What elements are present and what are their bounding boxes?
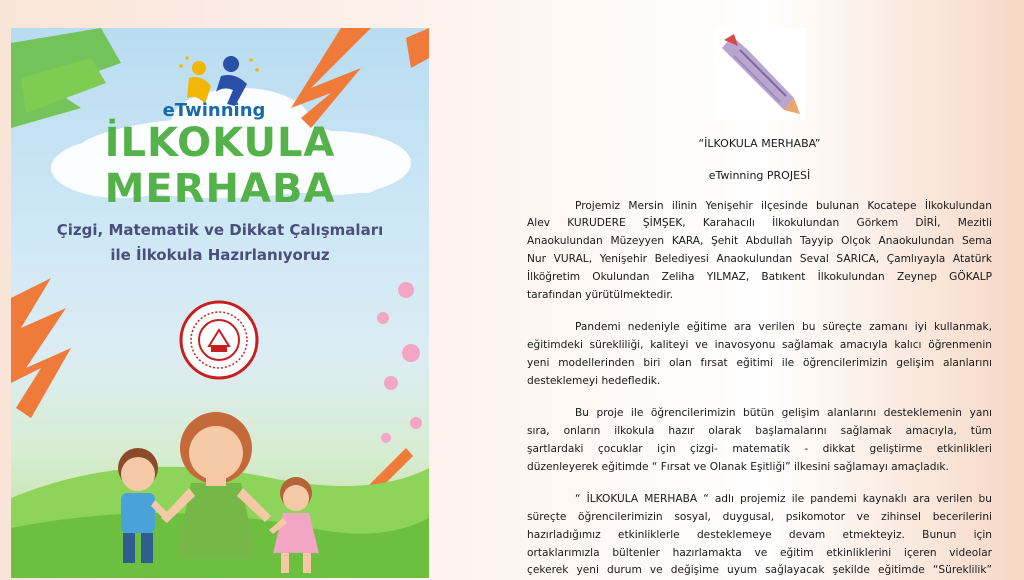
text-line: tarafından yürütülmektedir.: [527, 289, 674, 301]
ministry-seal-icon: [179, 300, 259, 380]
text-line: Bu proje ile öğrencilerimizin bütün gelişim alanlarını desteklemenin yanı: [575, 407, 992, 419]
document-heading: “İLKOKULA MERHABA”: [698, 137, 821, 150]
text-line: desteklemeyi hedefledik.: [527, 375, 661, 387]
text-line: Pandemi nedeniyle eğitime ara verilen bu süreçte zamanı iyi kullanmak,: [575, 321, 992, 333]
poster-title: İLKOKULA MERHABA: [104, 120, 336, 212]
text-line: Nur VURAL, Yenişehir Belediyesi Anaokulundan Seval SARICA, Çamlıyayla Atatürk: [527, 253, 992, 265]
poster-subtitle: [11, 218, 429, 268]
poster-subtitle-line: ile İlkokula Hazırlanıyoruz: [110, 246, 330, 264]
text-line: çekerek yeni durum ve değişime uyum sağlayacak şekilde eğitimde “Süreklilik”: [527, 564, 992, 576]
text-line: düzenleyerek eğitimde “ Fırsat ve Olanak Eşitliği” ilkesini sağlamayı amaçladık.: [527, 461, 949, 473]
text-line: yeni modellerinden biri olan fırsat eğitimi ile öğrencilerimizin gelişim alanlarını: [527, 357, 992, 369]
etwinning-wordmark: eTwinning: [162, 100, 266, 121]
text-line: şartlardaki çocuklar için çizgi- matematik - dikkat geliştirme etkinlikleri: [527, 443, 992, 455]
project-poster: [11, 28, 429, 578]
text-line: eğitimdeki sürekliliği, kaliteyi ve inavosyonu sağlamak amacıyla kalıcı öğrenmenin: [527, 339, 992, 351]
text-line: Anaokulundan Müzeyyen KARA, Şehit Abdullah Tayyip Olçok Anaokulundan Sema: [527, 235, 992, 247]
pencil-collage-icon: [714, 28, 806, 120]
document-subheading: eTwinning PROJESİ: [708, 169, 811, 182]
poster-subtitle-line: Çizgi, Matematik ve Dikkat Çalışmaları: [56, 221, 384, 239]
text-line: “ İLKOKULA MERHABA “ adlı projemiz ile pandemi kaynaklı ara verilen bu: [575, 493, 992, 505]
project-logo-image: [714, 28, 806, 120]
text-line: sıra, onların ilkokula hazır olarak başlamalarını sağlamak amacıyla, tüm: [527, 425, 992, 437]
text-line: hazırladığımız etkinliklerle desteklemeye devam etmekteyiz. Bunun için: [527, 529, 992, 541]
text-line: Projemiz Mersin ilinin Yenişehir ilçesinde bulunan Kocatepe İlkokulundan: [575, 200, 992, 212]
text-line: süreçte öğrencilerimizin sosyal, duygusal, psikomotor ve zihinsel becerilerini: [527, 511, 992, 523]
text-line: Alev KURUDERE ŞİMŞEK, Karahacılı İlkokulundan Görkem DİRİ, Mezitli: [527, 217, 992, 229]
text-line: İlköğretim Okulundan Zeliha YILMAZ, Batıkent İlkokulundan Zeynep GÖKALP: [527, 271, 992, 283]
text-line: ortaklarımızla bültenler hazırlamakta ve eğitim etkinliklerini içeren videolar: [527, 547, 992, 559]
